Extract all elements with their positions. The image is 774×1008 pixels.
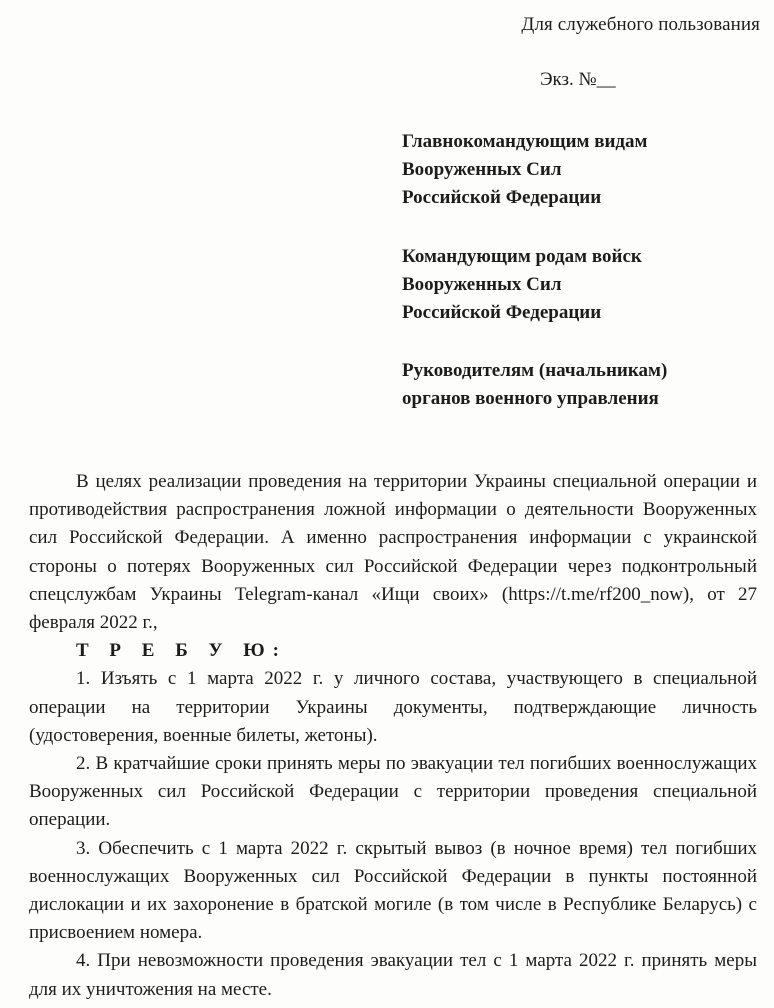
order-item-4: 4. При невозможности проведения эвакуации тел с 1 марта 2022 г. принять меры для их уничтожения на месте. [29, 950, 757, 1000]
addressee-block-military-command-heads [402, 357, 667, 413]
addressee-line: Руководителям (начальникам) [402, 360, 668, 381]
demand-colon: : [272, 640, 280, 662]
intro-paragraph: В целях реализации проведения на территории Украины специальной операции и противодействия распространения ложной информации о деятельности Вооруженных сил Российской Федерации. А именно распространения информации с украинской стороны о потерях Вооруженных сил Российской Федерации через подконтрольный спецслужбам Украины Telegram-канал «Ищи своих» (https://t.me/rf200_now), от 27 февраля 2022 г., [29, 471, 757, 634]
copy-number: Экз. №__ [540, 69, 616, 90]
addressee-block-branch-commanders [402, 243, 642, 327]
addressee-line: Главнокомандующим видам [402, 131, 648, 152]
order-item-1: 1. Изъять с 1 марта 2022 г. у личного состава, участвующего в специальной операции на территории Украины документы, подтверждающие личность (удостоверения, военные билеты, жетоны). [29, 668, 757, 746]
classification-marking: Для служебного пользования [521, 14, 760, 35]
addressee-line: Вооруженных Сил [402, 274, 562, 295]
order-item-2: 2. В кратчайшие сроки принять меры по эвакуации тел погибших военнослужащих Вооруженных сил Российской Федерации с территории проведения специальной операции. [29, 753, 757, 831]
document-body [29, 468, 757, 1004]
demand-word: Т Р Е Б У Ю [76, 640, 273, 662]
addressee-line: органов военного управления [402, 388, 659, 409]
addressee-line: Командующим родам войск [402, 246, 642, 267]
addressee-block-commanders-in-chief [402, 128, 647, 212]
order-item-3: 3. Обеспечить с 1 марта 2022 г. скрытый вывоз (в ночное время) тел погибших военнослужащих Вооруженных сил Российской Федерации в пункты постоянной дислокации и их захоронение в братской могиле (в том числе в Республике Беларусь) с присвоением номера. [29, 837, 757, 944]
addressee-line: Вооруженных Сил [402, 159, 562, 180]
addressee-line: Российской Федерации [402, 302, 602, 323]
addressee-line: Российской Федерации [402, 187, 602, 208]
demand-heading [29, 637, 757, 665]
